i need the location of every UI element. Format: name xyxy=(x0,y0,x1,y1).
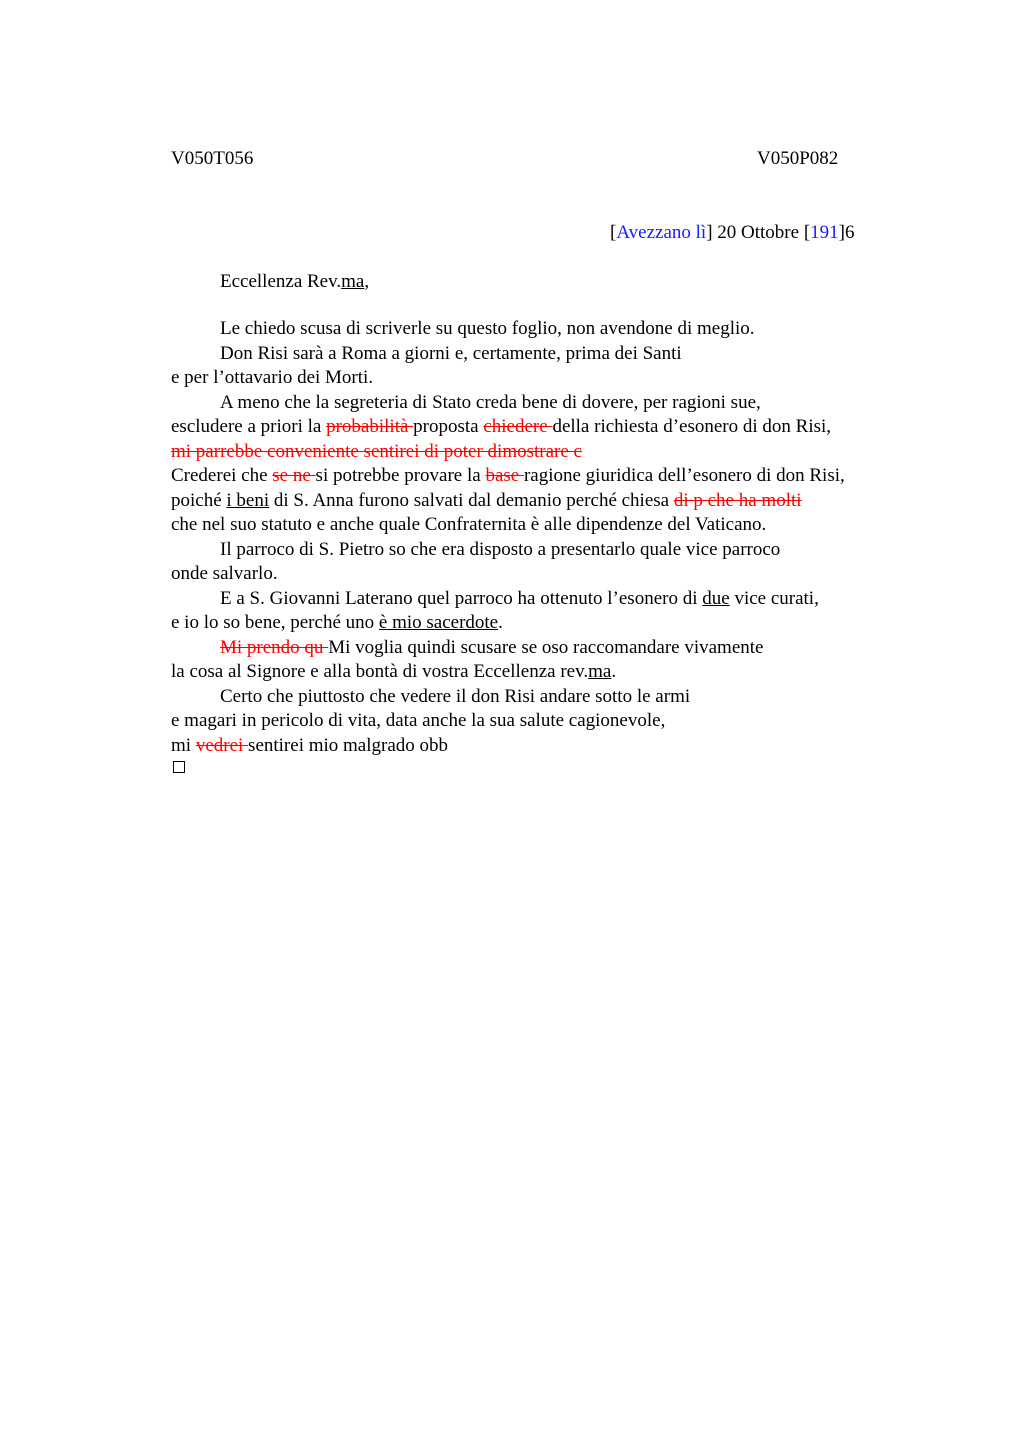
text-run: Mi voglia quindi scusare se oso raccomandare vivamente xyxy=(328,636,764,658)
text-run: sentirei mio malgrado obb xyxy=(248,734,449,756)
text-line: Certo che piuttosto che vedere il don Risi andare sotto le armi xyxy=(220,685,691,707)
underlined-text: ma xyxy=(588,661,612,682)
deleted-text: chiedere xyxy=(483,416,553,437)
text-run: si potrebbe provare la xyxy=(315,465,486,486)
text-line: e per l’ottavario dei Morti. xyxy=(171,367,374,388)
text-run: escludere a priori la xyxy=(171,416,327,437)
text-line: onde salvarlo. xyxy=(171,563,278,584)
text-run: vice curati, xyxy=(729,587,819,609)
text-run: la cosa al Signore e alla bontà di vostra Eccellenza rev. xyxy=(171,661,589,682)
underlined-text: i beni xyxy=(226,489,270,511)
bracket: [ xyxy=(610,222,617,243)
text-run: . xyxy=(498,612,503,633)
salutation-text: Eccellenza Rev. xyxy=(220,271,342,292)
year-suffix: 6 xyxy=(844,222,855,243)
text-run: ragione giuridica dell’esonero di don Risi, xyxy=(523,465,845,486)
text-line xyxy=(171,734,931,759)
salutation-abbrev: ma xyxy=(341,271,365,292)
text-line xyxy=(171,415,931,440)
text-run: mi xyxy=(171,734,196,756)
text-run: di S. Anna furono salvati dal demanio perché chiesa xyxy=(269,489,674,511)
bracket: ] xyxy=(838,222,845,243)
deleted-text: vedrei xyxy=(195,734,249,756)
text-line: e magari in pericolo di vita, data anche la sua salute cagionevole, xyxy=(171,710,666,731)
document-code-left: V050T056 xyxy=(171,148,254,169)
text-run: proposta xyxy=(413,416,484,437)
text-line xyxy=(171,587,931,612)
document-code-right: V050P082 xyxy=(757,148,839,169)
text-run: Crederei che xyxy=(171,465,273,486)
underlined-text: due xyxy=(702,587,730,609)
bracket: [ xyxy=(803,222,811,243)
deleted-text: di p che ha molti xyxy=(673,489,802,511)
date-text: 20 Ottobre xyxy=(712,222,804,243)
deleted-text: base xyxy=(485,465,524,486)
square-outline-icon xyxy=(173,761,185,773)
text-line: Il parroco di S. Pietro so che era disposto a presentarlo quale vice parroco xyxy=(220,538,781,560)
text-line xyxy=(171,489,931,514)
dateline xyxy=(610,221,854,245)
text-run: della richiesta d’esonero di don Risi, xyxy=(552,416,832,437)
letter-body xyxy=(171,317,931,758)
deleted-text: probabilità xyxy=(326,416,414,437)
deleted-text: Mi prendo qu xyxy=(220,636,329,658)
text-line: che nel suo statuto e anche quale Confraternita è alle dipendenze del Vaticano. xyxy=(171,514,767,535)
place-editorial: Avezzano lì xyxy=(616,222,707,243)
text-line xyxy=(171,636,931,661)
year-editorial: 191 xyxy=(810,222,839,243)
text-run: . xyxy=(611,661,617,682)
bracket: ] xyxy=(706,222,713,243)
text-line: A meno che la segreteria di Stato creda bene di dovere, per ragioni sue, xyxy=(220,391,761,413)
salutation-comma: , xyxy=(364,271,370,292)
text-run: e io lo so bene, perché uno xyxy=(171,612,379,633)
text-line xyxy=(171,660,931,685)
deleted-text: se ne xyxy=(272,465,316,486)
text-run: poiché xyxy=(171,489,227,511)
text-line: Don Risi sarà a Roma a giorni e, certamente, prima dei Santi xyxy=(220,342,682,364)
underlined-text: è mio sacerdote xyxy=(378,612,499,633)
text-line xyxy=(171,464,931,489)
text-line xyxy=(171,440,931,465)
text-run: E a S. Giovanni Laterano quel parroco ha ottenuto l’esonero di xyxy=(220,587,703,609)
salutation xyxy=(220,270,369,294)
deleted-text: mi parrebbe conveniente sentirei di poter dimostrare c xyxy=(171,440,582,462)
text-line: Le chiedo scusa di scriverle su questo foglio, non avendone di meglio. xyxy=(220,318,755,339)
text-line xyxy=(171,611,931,636)
